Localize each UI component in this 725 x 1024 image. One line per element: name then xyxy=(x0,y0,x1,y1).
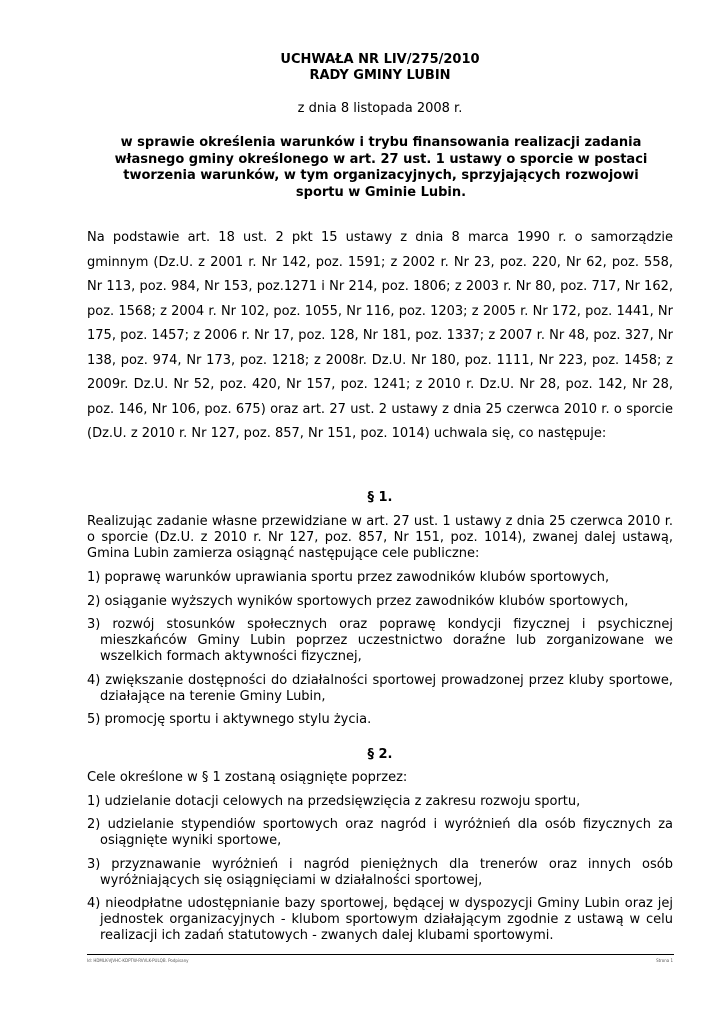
section-2-item: 3) przyznawanie wyróżnień i nagród pieniężnych dla trenerów oraz innych osób wyróżniających się osiągnięciami w działalności sportowej, xyxy=(87,857,673,888)
section-1-item: 5) promocję sportu i aktywnego stylu życia. xyxy=(87,712,372,727)
section-2-item: 4) nieodpłatne udostępnianie bazy sportowej, będącej w dyspozycji Gminy Lubin oraz jej jednostek organizacyjnych - klubom sportowym działającym zgodnie z ustawą w celu realizacji ich zadań statutowych - zwanych dalej klubami sportowymi. xyxy=(87,896,673,943)
section-1-item: 4) zwiększanie dostępności do działalności sportowej prowadzonej przez kluby sportowe, działające na terenie Gminy Lubin, xyxy=(87,673,673,704)
footer-divider xyxy=(87,954,674,955)
document-title xyxy=(0,52,725,84)
title-line-2: RADY GMINY LUBIN xyxy=(309,68,451,83)
preamble-paragraph: Na podstawie art. 18 ust. 2 pkt 15 ustawy z dnia 8 marca 1990 r. o samorządzie gminnym (Dz.U. z 2001 r. Nr 142, poz. 1591; z 2002 r. Nr 23, poz. 220, Nr 62, poz. 558, Nr 113, poz. 984, Nr 153, poz.1271 i Nr 214, poz. 1806; z 2003 r. Nr 80, poz. 717, Nr 162, poz. 1568; z 2004 r. Nr 102, poz. 1055, Nr 116, poz. 1203; z 2005 r. Nr 172, poz. 1441, Nr 175, poz. 1457; z 2006 r. Nr 17, poz. 128, Nr 181, poz. 1337; z 2007 r. Nr 48, poz. 327, Nr 138, poz. 974, Nr 173, poz. 1218; z 2008r. Dz.U. Nr 180, poz. 1111, Nr 223, poz. 1458; z 2009r. Dz.U. Nr 52, poz. 420, Nr 157, poz. 1241; z 2010 r. Dz.U. Nr 28, poz. 142, Nr 28, poz. 146, Nr 106, poz. 675) oraz art. 27 ust. 2 ustawy z dnia 25 czerwca 2010 r. o sporcie (Dz.U. z 2010 r. Nr 127, poz. 857, Nr 151, poz. 1014) uchwala się, co następuje: xyxy=(87,230,673,441)
document-date: z dnia 8 listopada 2008 r. xyxy=(297,101,463,116)
section-1-item: 3) rozwój stosunków społecznych oraz poprawę kondycji fizycznej i psychicznej mieszkańców Gminy Lubin poprzez uczestnictwo doraźne lub zorganizowane we wszelkich formach aktywności fizycznej, xyxy=(87,617,673,664)
section-2-heading: § 2. xyxy=(367,747,393,762)
section-1-item: 2) osiąganie wyższych wyników sportowych przez zawodników klubów sportowych, xyxy=(87,594,629,609)
section-2-intro: Cele określone w § 1 zostaną osiągnięte poprzez: xyxy=(87,770,408,785)
title-line-1: UCHWAŁA NR LIV/275/2010 xyxy=(280,52,480,67)
section-1-item: 1) poprawę warunków uprawiania sportu przez zawodników klubów sportowych, xyxy=(87,570,610,585)
section-1-heading: § 1. xyxy=(367,490,393,505)
footer-page-number: Strona 1 xyxy=(656,958,673,963)
footer-document-id: Id: HDMLK-VJVHC-KDPTW-RVVLK-PULQB. Podpisany xyxy=(87,958,189,963)
section-2-item: 1) udzielanie dotacji celowych na przedsięwzięcia z zakresu rozwoju sportu, xyxy=(87,794,581,809)
section-1-intro: Realizując zadanie własne przewidziane w art. 27 ust. 1 ustawy z dnia 25 czerwca 2010 r. o sporcie (Dz.U. z 2010 r. Nr 127, poz. 857, Nr 151, poz. 1014), zwanej dalej ustawą, Gmina Lubin zamierza osiągnąć następujące cele publiczne: xyxy=(87,514,673,561)
document-subject: w sprawie określenia warunków i trybu finansowania realizacji zadania własnego gminy określonego w art. 27 ust. 1 ustawy o sporcie w postaci tworzenia warunków, w tym organizacyjnych, sprzyjających rozwojowi sportu w Gminie Lubin. xyxy=(114,135,648,200)
section-2-item: 2) udzielanie stypendiów sportowych oraz nagród i wyróżnień dla osób fizycznych za osiągnięte wyniki sportowe, xyxy=(87,817,673,848)
